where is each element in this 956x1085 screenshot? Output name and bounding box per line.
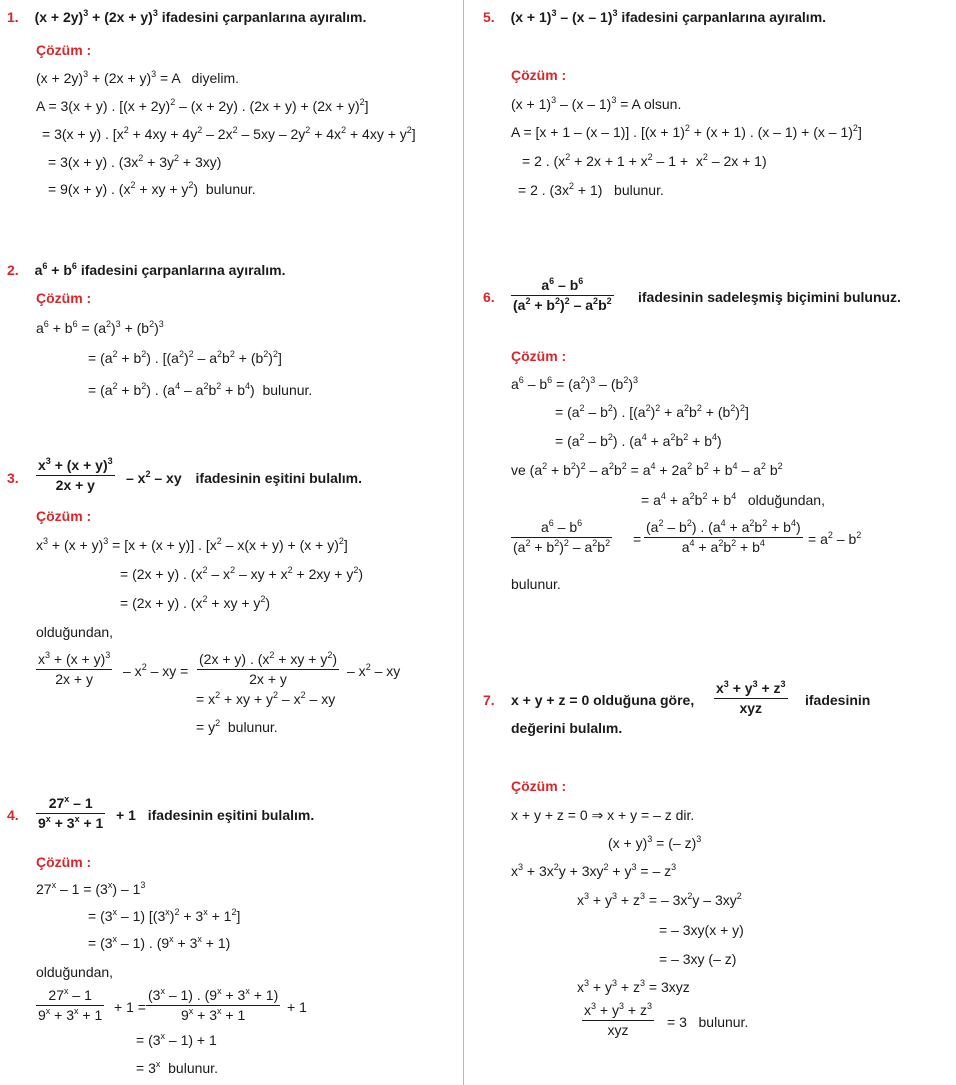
- solution-line: = 2 . $(x^2 + 2x + 1 + x^2 - 1 + x^2 - 2x + 1)$: [522, 152, 767, 169]
- solution-line: = 3 bulunur.: [667, 1014, 749, 1030]
- problem-number: 6.: [483, 289, 495, 305]
- fraction-numerator: $(a^2 - b^2)$ . $(a^4 + a^2b^2 + b^4)$: [644, 519, 803, 538]
- solution-line: $x^3 + y^3 + z^3 = 3xyz$: [577, 978, 690, 995]
- equation-tail: = $a^2 - b^2$: [808, 530, 862, 547]
- solution-line: = 3(x + y) . $(3x^2 + 3y^2 + 3xy)$: [48, 153, 222, 170]
- solution-label: Çözüm :: [511, 348, 567, 364]
- equation-left-fraction: [36, 651, 112, 688]
- equation-right-fraction: [146, 987, 280, 1024]
- problem-prompt: ifadesinin sadeleşmiş biçimini bulunuz.: [638, 289, 901, 305]
- solution-line: $(x + 2y)^3 + (2x + y)^3 = A$ diyelim.: [36, 69, 240, 86]
- solution-line: $x^3 + (x + y)^3 = [x + (x + y)]$ . $[x^2 - x(x + y) + (x + y)^2]$: [36, 536, 348, 553]
- problem-fraction: [36, 795, 105, 832]
- problem-fraction: [511, 277, 614, 314]
- solution-line: = $x^2$ + xy + $y^2 - x^2$ – xy: [196, 690, 336, 707]
- problem-number: 2.: [7, 262, 19, 278]
- fraction-denominator: xyz: [739, 700, 763, 716]
- fraction-numerator: (3$^x$ – 1) . $(9^x + 3^x + 1)$: [146, 987, 280, 1006]
- solution-line: A = [x + 1 – (x – 1)] . [$(x + 1)^2 + (x + 1)$ . (x – 1) + (x – 1)$^2$]: [511, 123, 862, 140]
- equation-right-fraction: [197, 651, 339, 688]
- problem-fraction: [36, 457, 115, 494]
- solution-line: = $(a^2 - b^2)$ . $[(a^2)^2 + a^2b^2 + (b^2)^2]$: [555, 403, 749, 420]
- problem-expression: $(x + 2y)^3 + (2x + y)^3$: [34, 8, 158, 25]
- equation-tail: – $x^2$ – xy: [347, 662, 401, 679]
- equation-middle: =: [633, 531, 642, 547]
- solution-label: Çözüm :: [36, 42, 92, 58]
- fraction-denominator: xyz: [607, 1022, 629, 1038]
- solution-label: Çözüm :: [36, 854, 92, 870]
- solution-line: A = 3(x + y) . [$(x + 2y)^2 - (x + 2y)$ . $(2x + y) + (2x + y)^2$]: [36, 97, 369, 114]
- equation-left-fraction: [36, 987, 104, 1024]
- problem-prompt-text: ifadesinin eşitini bulalım.: [195, 470, 362, 486]
- equation-right-fraction: [644, 519, 803, 556]
- problem-2-header: [7, 261, 285, 279]
- solution-line: = (2x + y) . ($x^2 - x^2$ – xy + $x^2 + 2xy + y^2$): [120, 565, 364, 582]
- problem-expression: $(x + 1)^3 - (x - 1)^3$: [510, 8, 618, 25]
- solution-line: x + y + z = 0 ⇒ x + y = – z dir.: [511, 807, 695, 823]
- problem-number: 1.: [7, 9, 19, 25]
- solution-label: Çözüm :: [36, 290, 92, 306]
- fraction-denominator: $a^4 + a^2b^2 + b^4$: [681, 538, 765, 555]
- problem-5-header: [483, 8, 826, 26]
- column-divider: [463, 0, 464, 1085]
- fraction-denominator: 2x + y: [249, 671, 287, 687]
- problem-prompt: ifadesini çarpanlarına ayıralım.: [621, 9, 827, 25]
- problem-prompt-text: ifadesinin eşitini bulalım.: [147, 807, 315, 823]
- solution-line: = 3(x + y) . $[x^2 + 4xy + 4y^2 - 2x^2 - 5xy - 2y^2 + 4x^2 + 4xy + y^2]$: [42, 125, 416, 142]
- solution-line: olduğundan,: [36, 624, 114, 640]
- equation-left-fraction: [511, 519, 612, 556]
- equation-middle: + 1 =: [114, 999, 146, 1015]
- fraction-denominator: $(a^2 + b^2)^2 - a^2b^2$: [513, 296, 612, 313]
- solution-line: = $(a^2 - b^2)$ . $(a^4 + a^2b^2 + b^4)$: [555, 432, 722, 449]
- solution-line: = $(a^2 + b^2)$ . $[(a^2)^2 - a^2b^2 + (b^2)^2]$: [88, 349, 282, 366]
- fraction-denominator: 2x + y: [55, 477, 95, 493]
- solution-label: Çözüm :: [511, 67, 567, 83]
- problem-prompt-continued: değerini bulalım.: [511, 720, 623, 736]
- equation-left-fraction: [582, 1002, 654, 1039]
- solution-line: = $3^x$ bulunur.: [136, 1059, 218, 1076]
- fraction-numerator: $a^6 - b^6$: [511, 277, 614, 296]
- problem-expression: $a^6 + b^6$: [34, 261, 77, 278]
- solution-line: = – 3xy(x + y): [659, 922, 744, 938]
- solution-line: = 9(x + y) . ($x^2$ + xy + $y^2$) bulunur.: [48, 180, 256, 197]
- solution-line: = $(a^2 + b^2)$ . $(a^4 - a^2b^2 + b^4)$ bulunur.: [88, 381, 313, 398]
- fraction-numerator: $x^3 + y^3 + z^3$: [582, 1002, 654, 1021]
- fraction-numerator: 27$^x$ – 1: [36, 987, 104, 1006]
- solution-label: Çözüm :: [36, 508, 92, 524]
- problem-number: 4.: [7, 807, 19, 823]
- fraction-denominator: $9^x + 3^x + 1$: [38, 814, 104, 831]
- fraction-denominator: $9^x + 3^x + 1$: [180, 1006, 246, 1023]
- solution-line: = $(3^x - 1) + 1$: [136, 1031, 217, 1048]
- equation-tail: + 1: [287, 999, 307, 1015]
- solution-line: = 2 . $(3x^2 + 1)$ bulunur.: [518, 181, 664, 198]
- fraction-denominator: $(a^2 + b^2)^2 - a^2b^2$: [513, 538, 611, 555]
- problem-number: 5.: [483, 9, 495, 25]
- problem-prompt: ifadesini çarpanlarına ayıralım.: [80, 262, 286, 278]
- problem-prompt: [116, 806, 314, 824]
- problem-expression-tail: + 1: [116, 807, 136, 823]
- fraction-numerator: 27$^x$ – 1: [36, 795, 105, 814]
- problem-1-header: [7, 8, 366, 26]
- fraction-denominator: $9^x + 3^x + 1$: [38, 1006, 103, 1023]
- solution-line: bulunur.: [511, 576, 561, 592]
- solution-line: $x^3 + y^3 + z^3$ = – $3x^2y - 3xy^2$: [577, 891, 742, 908]
- fraction-numerator: $x^3 + (x + y)^3$: [36, 457, 115, 476]
- problem-prompt: [126, 469, 362, 487]
- solution-line: olduğundan,: [36, 964, 114, 980]
- solution-line: = $(3^x - 1)$ . $(9^x + 3^x + 1)$: [88, 934, 231, 951]
- problem-expression-tail: – $x^2$ – xy: [126, 469, 182, 486]
- equation-middle: – $x^2$ – xy =: [123, 662, 189, 679]
- solution-line: = $(3^x - 1) [(3^x)^2 + 3^x + 1^2]$: [88, 907, 241, 924]
- problem-prompt: ifadesini çarpanlarına ayıralım.: [161, 9, 367, 25]
- solution-line: $(x + 1)^3 - (x - 1)^3 = A$ olsun.: [511, 95, 682, 112]
- solution-label: Çözüm :: [511, 778, 567, 794]
- fraction-numerator: $x^3 + (x + y)^3$: [36, 651, 112, 670]
- solution-line: $x^3 + 3x^2y + 3xy^2 + y^3$ = – $z^3$: [511, 862, 677, 879]
- solution-line: $27^x - 1 = (3^x) - 1^3$: [36, 880, 146, 897]
- fraction-numerator: $x^3 + y^3 + z^3$: [714, 680, 788, 699]
- solution-line: = $y^2$ bulunur.: [196, 718, 278, 735]
- solution-line: = – 3xy (– z): [659, 951, 737, 967]
- solution-line: $(x + y)^3$ = (– z)$^3$: [608, 834, 702, 851]
- problem-number: 7.: [483, 692, 495, 708]
- solution-line: $a^6 + b^6 = (a^2)^3 + (b^2)^3$: [36, 319, 164, 336]
- problem-condition: x + y + z = 0 olduğuna göre,: [511, 692, 695, 708]
- problem-prompt: ifadesinin: [805, 692, 871, 708]
- problem-fraction: [714, 680, 788, 717]
- fraction-numerator: (2x + y) . ($x^2$ + xy + $y^2$): [197, 651, 339, 670]
- solution-line: $a^6 - b^6 = (a^2)^3 - (b^2)^3$: [511, 375, 639, 392]
- solution-line: = (2x + y) . ($x^2$ + xy + $y^2$): [120, 594, 271, 611]
- fraction-denominator: 2x + y: [55, 671, 93, 687]
- fraction-numerator: $a^6 - b^6$: [511, 519, 612, 538]
- solution-line: ve $(a^2 + b^2)^2 - a^2b^2 = a^4 + 2a^2$ $b^2 + b^4 - a^2$ $b^2$: [511, 461, 783, 478]
- solution-line: = $a^4 + a^2b^2 + b^4$ olduğundan,: [641, 491, 825, 508]
- problem-number: 3.: [7, 470, 19, 486]
